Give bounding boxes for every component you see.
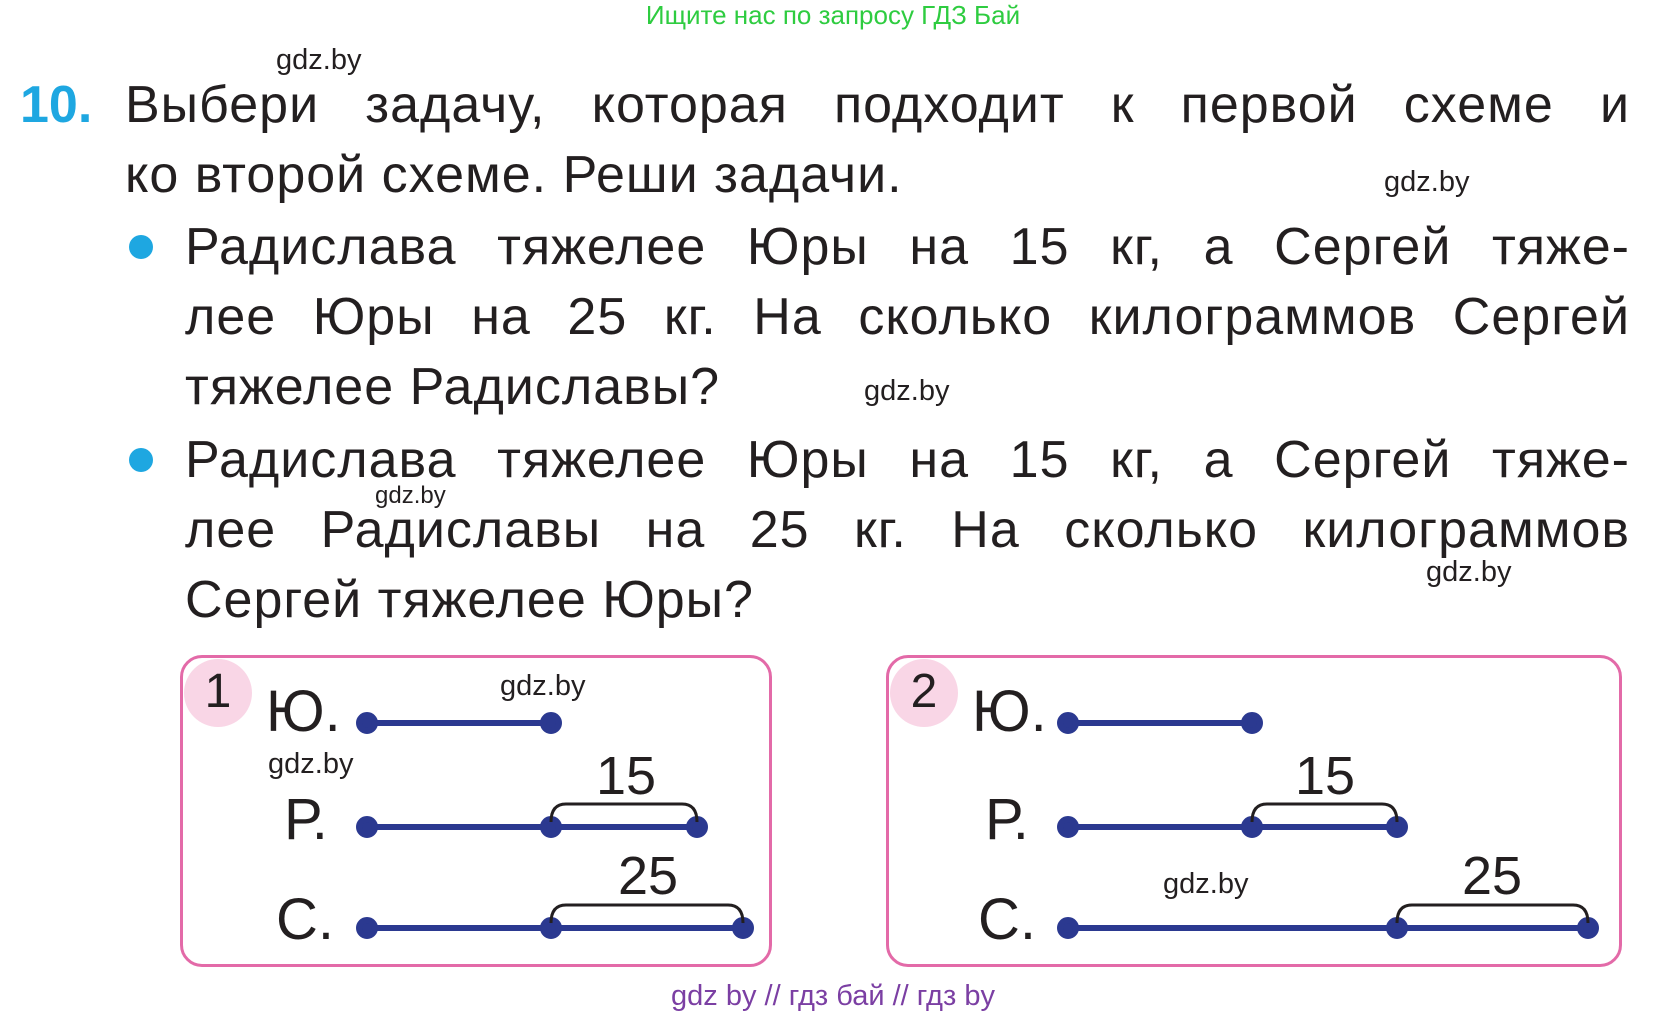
problem-1-line: лее Юры на 25 кг. На сколько килограммов Сергей xyxy=(185,288,1630,346)
footer-watermark[interactable]: gdz by // гдз бай // гдз by xyxy=(671,980,995,1012)
segment-endpoint xyxy=(359,920,375,936)
scheme-2-label-yura: Ю. xyxy=(972,679,1047,744)
scheme-2-label-sergey: С. xyxy=(978,887,1036,952)
watermark: gdz.by xyxy=(375,482,446,509)
watermark: gdz.by xyxy=(500,670,586,702)
scheme-1-label-sergey: С. xyxy=(276,887,334,952)
problem-2-line: лее Радиславы на 25 кг. На сколько килограммов xyxy=(185,501,1630,559)
segment-endpoint xyxy=(359,819,375,835)
scheme-1-number-badge: 1 xyxy=(184,659,252,727)
scheme-2-brace-label-15: 15 xyxy=(1294,746,1356,806)
watermark: gdz.by xyxy=(268,748,354,780)
scheme-1-label-yura: Ю. xyxy=(266,679,341,744)
scheme-1-brace-15 xyxy=(551,804,697,822)
problem-2-line: Сергей тяжелее Юры? xyxy=(185,571,754,629)
task-intro-line: ко второй схеме. Реши задачи. xyxy=(125,146,903,204)
top-banner[interactable]: Ищите нас по запросу ГДЗ Бай xyxy=(645,0,1021,30)
scheme-1-brace-label-15: 15 xyxy=(595,746,657,806)
segment-endpoint xyxy=(359,715,375,731)
problem-1-line: Радислава тяжелее Юры на 15 кг, а Сергей тяже- xyxy=(185,218,1630,276)
scheme-1-label-radislava: Р. xyxy=(284,787,328,852)
watermark: gdz.by xyxy=(1163,868,1249,900)
scheme-2-number-badge: 2 xyxy=(890,659,958,727)
watermark: gdz.by xyxy=(1384,166,1470,198)
watermark: gdz.by xyxy=(864,375,950,407)
scheme-1-brace-25 xyxy=(551,905,743,923)
scheme-2-label-radislava: Р. xyxy=(985,787,1029,852)
task-intro-line: Выбери задачу, которая подходит к первой схеме и xyxy=(125,76,1630,134)
segment-endpoint xyxy=(543,715,559,731)
problem-2-line: Радислава тяжелее Юры на 15 кг, а Сергей тяже- xyxy=(185,431,1630,489)
task-number: 10. xyxy=(20,76,93,134)
scheme-2-brace-label-25: 25 xyxy=(1461,846,1523,906)
problem-1-line: тяжелее Радиславы? xyxy=(185,358,721,416)
scheme-1-brace-label-25: 25 xyxy=(617,846,679,906)
watermark: gdz.by xyxy=(1426,556,1512,588)
watermark: gdz.by xyxy=(276,44,362,76)
